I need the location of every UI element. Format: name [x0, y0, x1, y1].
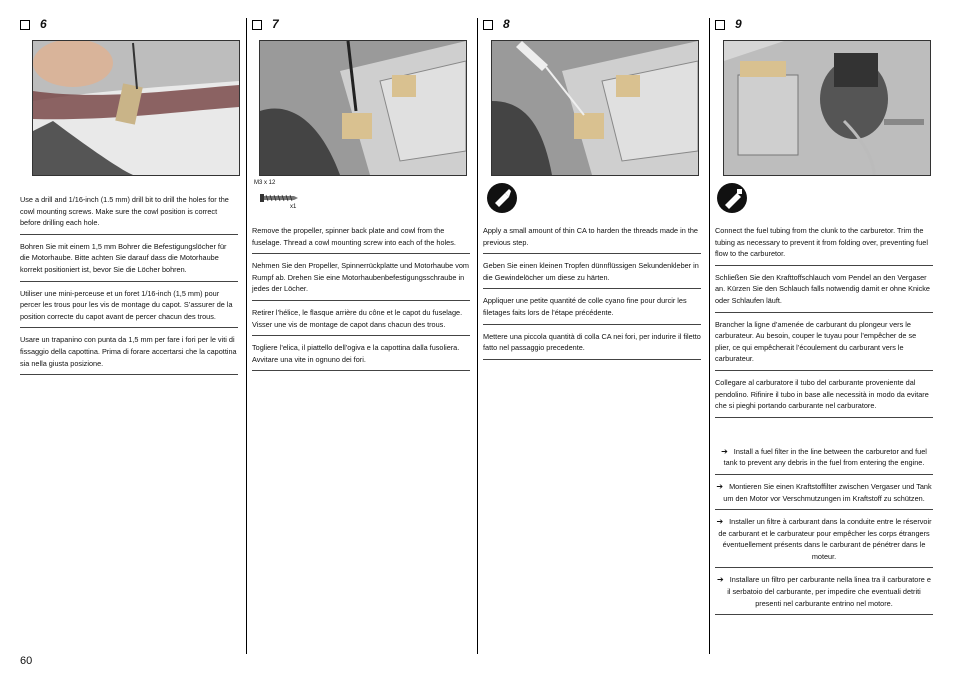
- arrow-right-icon: ➔: [716, 517, 724, 527]
- step-8-photo: [491, 40, 699, 176]
- step-8-text: [483, 223, 701, 364]
- instruction-italian: Collegare al carburatore il tubo del carburante proveniente dal pendolino. Rifinire il tubo in base alle necessità in modo da evitare che si pieghi portando carburante nel carburatore.: [715, 375, 933, 418]
- step-number: 7: [272, 17, 279, 31]
- step-checkbox[interactable]: [252, 20, 262, 30]
- instruction-french: Brancher la ligne d’amenée de carburant du plongeur vers le carburateur. Au besoin, couper le tuyau pour l’empêcher de se plier, ce qui empêcherait l’écoulement du carburant vers le carburateur.: [715, 317, 933, 371]
- step-7-text: [252, 223, 470, 375]
- step-checkbox[interactable]: [20, 20, 30, 30]
- arrow-right-icon: ➔: [717, 575, 724, 585]
- instruction-french: Retirer l’hélice, le flasque arrière du cône et le capot du fuselage. Visser une vis de montage de capot dans chacun des trous.: [252, 305, 470, 336]
- column-divider: [709, 18, 710, 654]
- step-number: 8: [503, 17, 510, 31]
- step-9-photo: [723, 40, 931, 176]
- column-divider: [246, 18, 247, 654]
- ca-glue-icon: [487, 183, 517, 213]
- step-8: [483, 17, 701, 353]
- column-divider: [477, 18, 478, 654]
- step-number: 9: [735, 17, 742, 31]
- step-6: [20, 17, 238, 368]
- step-7-photo: [259, 40, 467, 176]
- step-9: [715, 17, 933, 608]
- tip-italian: [715, 572, 933, 615]
- arrow-right-icon: ➔: [716, 481, 724, 491]
- instruction-german: Nehmen Sie den Propeller, Spinnerrückplatte und Motorhaube vom Rumpf ab. Drehen Sie eine Motorhaubenbefestigungsschraube in jedes der Löcher.: [252, 258, 470, 301]
- instruction-german: Schließen Sie den Krafttoffschlauch vom Pendel an den Vergaser an. Kürzen Sie den Schlauch falls notwendig damit er ohne Knicke oder Schlaufen läuft.: [715, 270, 933, 313]
- fuel-tubing-icon: [717, 183, 747, 213]
- instruction-english: Connect the fuel tubing from the clunk to the carburetor. Trim the tubing as necessary to prevent it from folding over, preventing fuel flow to the carburetor.: [715, 223, 933, 266]
- step-header: [20, 18, 238, 34]
- step-6-photo: [32, 40, 240, 176]
- instruction-english: Use a drill and 1/16-inch (1.5 mm) drill bit to drill the holes for the cowl mounting screws. Make sure the cowl position is correct before drilling each hole.: [20, 192, 238, 235]
- arrow-right-icon: ➔: [721, 446, 728, 456]
- instruction-german: Bohren Sie mit einem 1,5 mm Bohrer die Befestigungslöcher für die Motorhaube. Bitte achten Sie darauf dass die Motorhaube korrekt positioniert ist, bevor Sie die Löcher bohren.: [20, 239, 238, 282]
- tip-text: Montieren Sie einen Kraftstoffilter zwischen Vergaser und Tank um den Motor vor Verschmutzungen im Kraftstoff zu schützen.: [723, 481, 932, 503]
- instruction-english: Remove the propeller, spinner back plate and cowl from the fuselage. Thread a cowl mounting screw into each of the holes.: [252, 223, 470, 254]
- instruction-italian: Usare un trapanino con punta da 1,5 mm per fare i fori per le viti di fissaggio della capottina. Prima di forare accertarsi che la capottina sia nella giusta posizione.: [20, 332, 238, 375]
- step-number: 6: [40, 17, 47, 31]
- step-7: [252, 17, 470, 364]
- instruction-italian: Togliere l’elica, il piattello dell’ogiva e la capottina dalla fusoliera. Avvitare una vite in ognuno dei fori.: [252, 340, 470, 371]
- instruction-english: Apply a small amount of thin CA to harden the threads made in the previous step.: [483, 223, 701, 254]
- tip-french: [715, 514, 933, 568]
- screw-icon: [260, 193, 300, 203]
- instruction-german: Geben Sie einen kleinen Tropfen dünnflüssigen Sekundenkleber in die Gewindelöcher um diese zu härten.: [483, 258, 701, 289]
- tip-english: [715, 444, 933, 475]
- step-checkbox[interactable]: [483, 20, 493, 30]
- step-header: [252, 18, 470, 34]
- page-number: 60: [20, 655, 33, 667]
- step-9-text: [715, 223, 933, 619]
- step-header: [483, 18, 701, 34]
- step-checkbox[interactable]: [715, 20, 725, 30]
- instruction-french: Appliquer une petite quantité de colle cyano fine pour durcir les filetages faits lors de l’étape précédente.: [483, 293, 701, 324]
- tip-text: Install a fuel filter in the line between the carburetor and fuel tank to prevent any debris in the fuel from entering the engine.: [723, 446, 927, 468]
- instruction-french: Utiliser une mini-perceuse et un foret 1/16-inch (1,5 mm) pour percer les trous pour les vis de montage du capot. S’assurer de la position correcte du capot avant de percer chacun des trous.: [20, 286, 238, 329]
- tip-text: Installer un filtre à carburant dans la conduite entre le réservoir de carburant et le carburateur pour empêcher les corps étrangers éventuellement présents dans le carburant de pénétrer dans le moteur.: [718, 517, 932, 561]
- screw-quantity: x1: [290, 204, 297, 210]
- screw-graphic: [254, 180, 314, 210]
- tip-german: [715, 479, 933, 510]
- instruction-italian: Mettere una piccola quantità di colla CA nei fori, per indurire il filetto fatto nel passaggio precedente.: [483, 329, 701, 360]
- step-header: [715, 18, 933, 34]
- screw-size-label: M3 x 12: [254, 180, 276, 186]
- step-6-text: [20, 192, 238, 379]
- tip-text: Installare un filtro per carburante nella linea tra il carburatore e il serbatoio del carburante, per impedire che eventuali detriti presenti nel carburante entrino nel motore.: [727, 575, 931, 608]
